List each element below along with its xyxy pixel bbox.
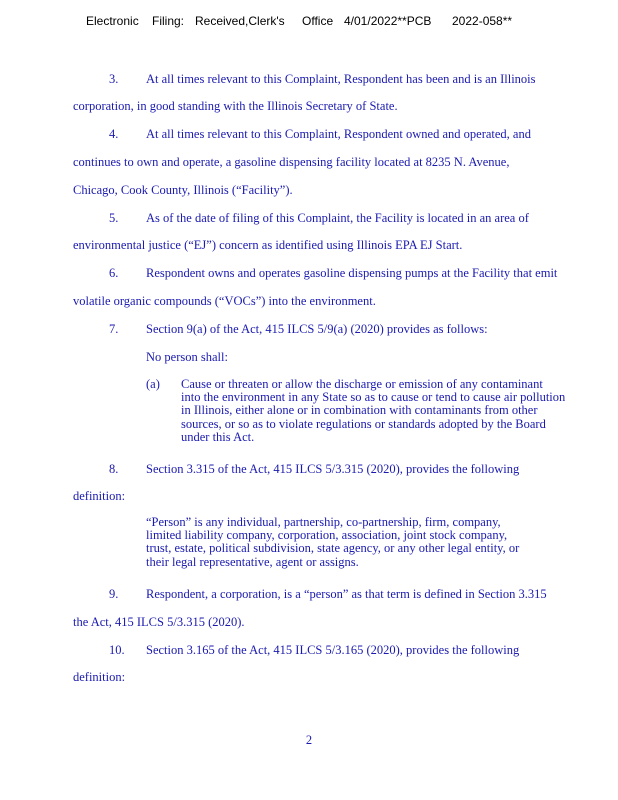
quote-line: in Illinois, either alone or in combination with contaminants from other [181, 403, 538, 418]
paragraph-8-number: 8. [109, 462, 119, 476]
quote-line: into the environment in any State so as to cause or tend to cause air pollution [181, 390, 566, 405]
header-word-electronic: Electronic [86, 14, 139, 28]
paragraph-7-sub-label: (a) [146, 377, 160, 391]
quote-line: under this Act. [181, 429, 255, 444]
paragraph-10-number: 10. [109, 643, 125, 657]
header-word-received: Received,Clerk's [195, 14, 285, 28]
paragraph-5-line-1: As of the date of filing of this Complaint, the Facility is located in an area of [146, 211, 529, 225]
page-number: 2 [305, 733, 313, 747]
filing-header [0, 14, 618, 30]
paragraph-9-line-2: the Act, 415 ILCS 5/3.315 (2020). [73, 615, 245, 629]
quote-line: sources, or so as to violate regulations or standards adopted by the Board [181, 416, 546, 431]
paragraph-9-number: 9. [109, 587, 119, 601]
paragraph-6-line-2: volatile organic compounds (“VOCs”) into the environment. [73, 294, 376, 308]
paragraph-7-quote [181, 378, 565, 444]
paragraph-3-number: 3. [109, 72, 119, 86]
paragraph-8-quote [146, 516, 519, 569]
paragraph-4-line-2: continues to own and operate, a gasoline dispensing facility located at 8235 N. Avenue, [73, 155, 510, 169]
paragraph-3-line-1: At all times relevant to this Complaint, Respondent has been and is an Illinois [146, 72, 536, 86]
paragraph-4-line-1: At all times relevant to this Complaint, Respondent owned and operated, and [146, 127, 531, 141]
paragraph-6-line-1: Respondent owns and operates gasoline dispensing pumps at the Facility that emit [146, 266, 558, 280]
paragraph-7-line-1: Section 9(a) of the Act, 415 ILCS 5/9(a) (2020) provides as follows: [146, 322, 488, 336]
paragraph-4-number: 4. [109, 127, 119, 141]
quote-line: trust, estate, political subdivision, state agency, or any other legal entity, or [146, 541, 520, 556]
paragraph-6-number: 6. [109, 266, 119, 280]
paragraph-7-number: 7. [109, 322, 119, 336]
paragraph-9-line-1: Respondent, a corporation, is a “person” as that term is defined in Section 3.315 [146, 587, 547, 601]
header-word-filing: Filing: [152, 14, 185, 28]
header-case-number: 2022-058** [452, 14, 513, 28]
paragraph-10-line-2: definition: [73, 670, 126, 684]
quote-line: “Person” is any individual, partnership, co-partnership, firm, company, [146, 515, 501, 529]
paragraph-3-line-2: corporation, in good standing with the Illinois Secretary of State. [73, 99, 398, 113]
paragraph-4-line-3: Chicago, Cook County, Illinois (“Facility”). [73, 183, 293, 197]
paragraph-8-line-2: definition: [73, 489, 126, 503]
quote-line: Cause or threaten or allow the discharge or emission of any contaminant [181, 377, 543, 391]
paragraph-7-intro: No person shall: [146, 350, 228, 364]
paragraph-8-line-1: Section 3.315 of the Act, 415 ILCS 5/3.315 (2020), provides the following [146, 462, 520, 476]
paragraph-5-number: 5. [109, 211, 119, 225]
quote-line: their legal representative, agent or assigns. [146, 554, 359, 569]
header-date-case: 4/01/2022**PCB [344, 14, 432, 28]
header-word-office: Office [302, 14, 334, 28]
paragraph-5-line-2: environmental justice (“EJ”) concern as identified using Illinois EPA EJ Start. [73, 238, 463, 252]
paragraph-10-line-1: Section 3.165 of the Act, 415 ILCS 5/3.165 (2020), provides the following [146, 643, 520, 657]
quote-line: limited liability company, corporation, association, joint stock company, [146, 528, 508, 543]
